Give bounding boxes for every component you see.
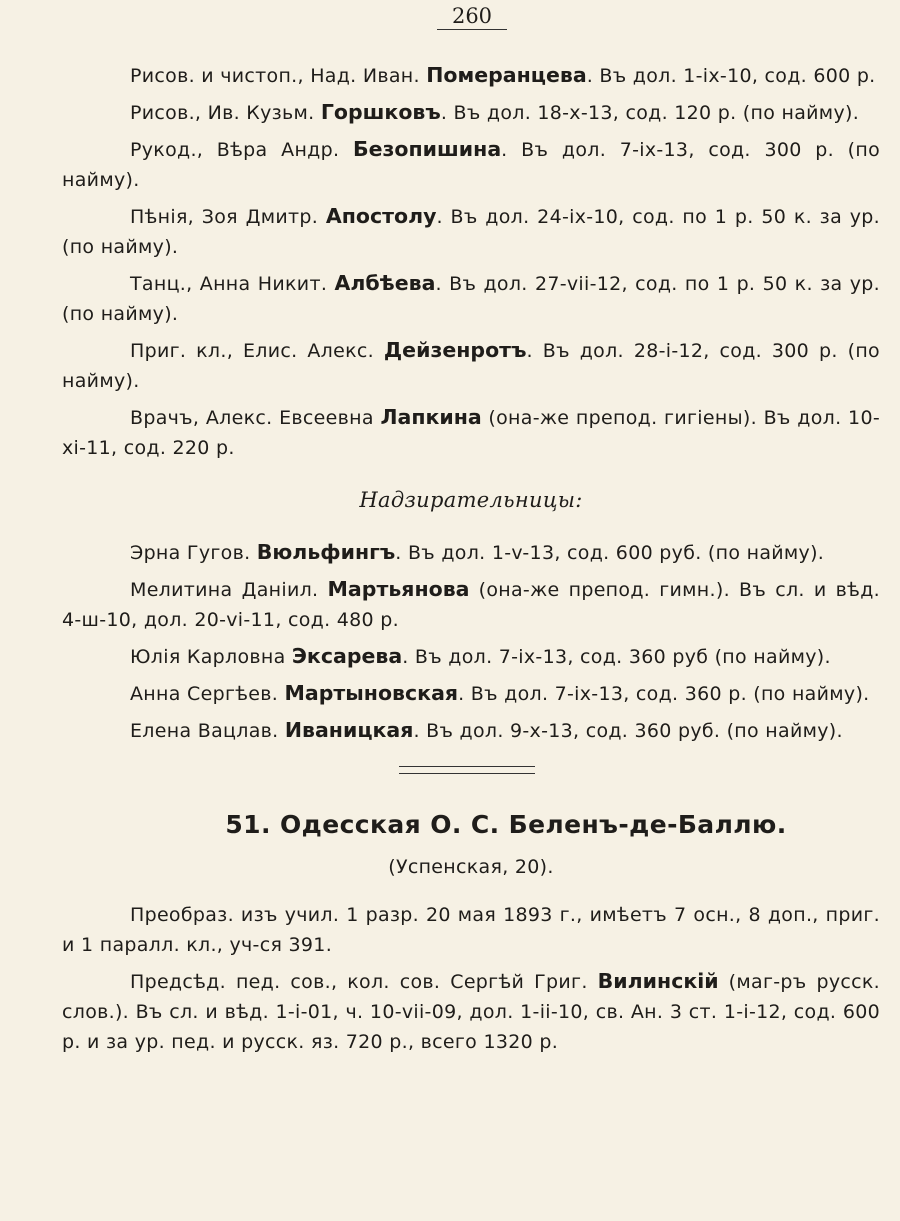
person-surname: Вилинскій	[597, 969, 719, 993]
entry-text: Анна Сергѣев.	[130, 683, 285, 705]
person-surname: Лапкина	[380, 405, 482, 429]
person-surname: Апостолу	[325, 204, 437, 228]
entry-details: . Въ дол. 7-ix-13, сод. 300 р. (по найму).	[62, 139, 880, 191]
entry-paragraph	[62, 268, 880, 329]
entry-text: Елена Вацлав.	[130, 720, 285, 742]
school-address: (Успенская, 20).	[388, 856, 554, 878]
entry-paragraph	[62, 134, 880, 195]
supervisor-list	[62, 537, 880, 746]
entry-text: Рисов., Ив. Кузьм.	[130, 102, 321, 124]
person-surname: Албѣева	[334, 271, 436, 295]
entry-paragraph	[62, 60, 880, 91]
school-info-list	[62, 900, 880, 1057]
person-surname: Иваницкая	[284, 718, 414, 742]
person-surname: Померанцева	[426, 63, 587, 87]
school-title: 51. Одесская О. С. Беленъ-де-Баллю.	[225, 810, 787, 839]
entry-text: Эрна Гугов.	[130, 542, 257, 564]
entry-paragraph	[62, 402, 880, 463]
entry-paragraph	[62, 966, 880, 1057]
entry-details: . Въ дол. 1-ix-10, сод. 600 р.	[586, 65, 876, 87]
entry-paragraph	[62, 641, 880, 672]
entry-details: . Въ дол. 27-vii-12, сод. по 1 р. 50 к. за ур. (по найму).	[62, 273, 880, 325]
entry-text: Приг. кл., Елис. Алекс.	[130, 340, 384, 362]
person-surname: Мартыновская	[284, 681, 459, 705]
entry-details: (она-же препод. гимн.). Въ сл. и вѣд. 4-ш-10, дол. 20-vi-11, сод. 480 р.	[62, 579, 880, 631]
entry-text: Предсѣд. пед. сов., кол. сов. Сергѣй Григ.	[130, 971, 598, 993]
section-heading: Надзирательницы:	[359, 488, 583, 512]
entry-paragraph	[62, 97, 880, 128]
entry-text: Юлія Карловна	[130, 646, 292, 668]
person-surname: Эксарева	[291, 644, 403, 668]
entry-text: Танц., Анна Никит.	[130, 273, 335, 295]
entry-text: Мелитина Даніил.	[130, 579, 328, 601]
person-surname: Вюльфингъ	[256, 540, 396, 564]
entry-details: . Въ дол. 18-x-13, сод. 120 р. (по найму).	[440, 102, 860, 124]
person-surname: Дейзенротъ	[383, 338, 527, 362]
entry-details: . Въ дол. 7-ix-13, сод. 360 руб (по найму).	[402, 646, 831, 668]
entry-text: Рукод., Вѣра Андр.	[130, 139, 353, 161]
person-surname: Безопишина	[352, 137, 502, 161]
entry-details: . Въ дол. 28-i-12, сод. 300 р. (по найму).	[62, 340, 880, 392]
person-surname: Горшковъ	[320, 100, 441, 124]
entry-details: (она-же препод. гигіены). Въ дол. 10-xi-11, сод. 220 р.	[62, 407, 880, 459]
entry-details: . Въ дол. 24-ix-10, сод. по 1 р. 50 к. за ур. (по найму).	[62, 206, 880, 258]
entry-paragraph	[62, 335, 880, 396]
entry-paragraph	[62, 715, 880, 746]
person-surname: Мартьянова	[327, 577, 470, 601]
entry-paragraph	[62, 574, 880, 635]
entry-text: Преобраз. изъ учил. 1 разр. 20 мая 1893 г., имѣетъ 7 осн., 8 доп., приг. и 1 паралл. кл., уч-ся 391.	[62, 904, 880, 956]
entry-text: Пѣнія, Зоя Дмитр.	[130, 206, 326, 228]
entries-body	[62, 60, 880, 1063]
entry-paragraph	[62, 900, 880, 960]
entry-details: . Въ дол. 9-x-13, сод. 360 руб. (по найму).	[413, 720, 843, 742]
entry-paragraph	[62, 678, 880, 709]
section-divider	[62, 760, 880, 780]
entry-text: Рисов. и чистоп., Над. Иван.	[130, 65, 427, 87]
entry-paragraph	[62, 537, 880, 568]
entry-paragraph	[62, 201, 880, 262]
entry-text: Врачъ, Алекс. Евсеевна	[130, 407, 381, 429]
page-number: 260	[437, 4, 507, 30]
entry-details: . Въ дол. 7-ix-13, сод. 360 р. (по найму).	[458, 683, 870, 705]
staff-list	[62, 60, 880, 463]
entry-details: . Въ дол. 1-v-13, сод. 600 руб. (по найму).	[395, 542, 825, 564]
entry-details: (маг-ръ русск. слов.). Въ сл. и вѣд. 1-i-01, ч. 10-vii-09, дол. 1-ii-10, св. Ан. 3 ст. 1-i-12, сод. 600 р. и за ур. пед. и русск. яз. 720 р., всего 1320 р.	[62, 971, 880, 1053]
